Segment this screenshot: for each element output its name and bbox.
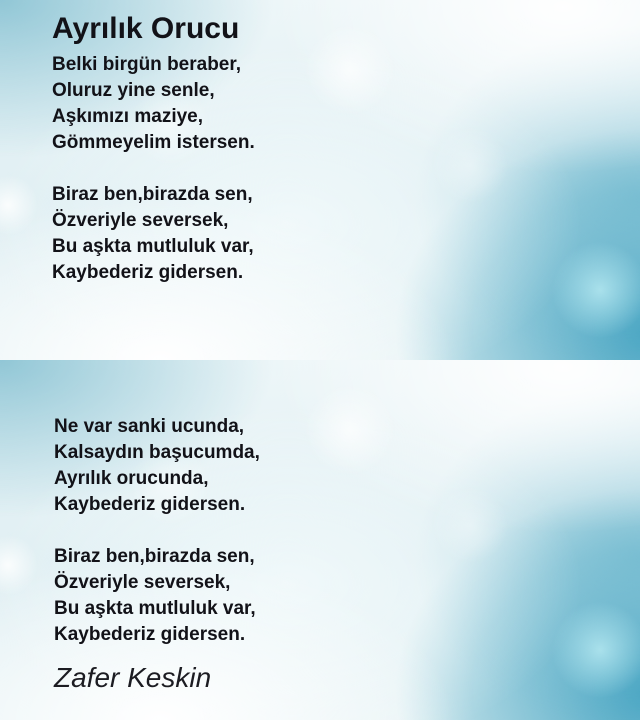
poem-line: Aşkımızı maziye, xyxy=(52,106,204,127)
poem-line: Kaybederiz gidersen. xyxy=(54,494,246,515)
poem-line: Oluruz yine senle, xyxy=(52,80,215,101)
poem-line: Ne var sanki ucunda, xyxy=(54,416,245,437)
stanza-4 xyxy=(54,544,260,648)
poem-line: Kaybederiz gidersen. xyxy=(52,262,244,283)
poem-line: Bu aşkta mutluluk var, xyxy=(52,236,254,257)
poem-line: Ayrılık orucunda, xyxy=(54,468,209,489)
poem-section-bottom xyxy=(54,414,260,694)
stanza-3 xyxy=(54,414,260,518)
poem-line: Gömmeyelim istersen. xyxy=(52,132,255,153)
poem-line: Kalsaydın başucumda, xyxy=(54,442,260,463)
poem-author: Zafer Keskin xyxy=(54,662,212,693)
poem-line: Biraz ben,birazda sen, xyxy=(52,184,253,205)
poem-section-top xyxy=(52,12,255,286)
stanza-2 xyxy=(52,182,255,286)
poem-line: Biraz ben,birazda sen, xyxy=(54,546,255,567)
poem-line: Kaybederiz gidersen. xyxy=(54,624,246,645)
poem-line: Özveriyle seversek, xyxy=(54,572,231,593)
stanza-1 xyxy=(52,52,255,156)
poem-line: Bu aşkta mutluluk var, xyxy=(54,598,256,619)
poem-line: Belki birgün beraber, xyxy=(52,54,241,75)
poem-line: Özveriyle seversek, xyxy=(52,210,229,231)
poem-title: Ayrılık Orucu xyxy=(52,12,240,45)
